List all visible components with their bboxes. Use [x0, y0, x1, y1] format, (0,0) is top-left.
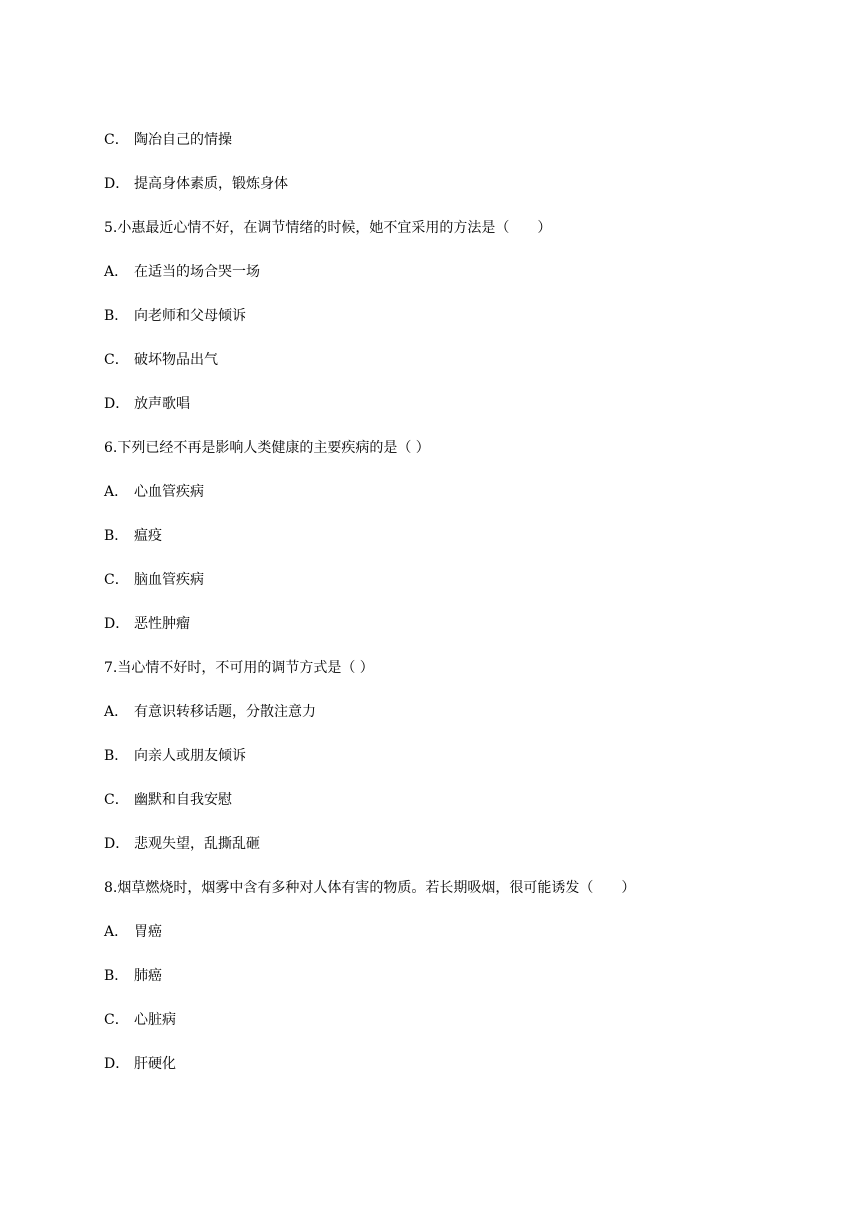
- option-letter: C．: [104, 792, 129, 808]
- option-text: 放声歌唱: [134, 396, 190, 412]
- option-text: 破坏物品出气: [134, 352, 218, 368]
- q5-option-a: [104, 262, 260, 282]
- option-letter: C．: [104, 132, 129, 148]
- q8-option-b: [104, 966, 162, 986]
- q6-option-c: [104, 570, 204, 590]
- q6-stem: 6.下列已经不再是影响人类健康的主要疾病的是（ ）: [104, 440, 430, 456]
- option-text: 在适当的场合哭一场: [134, 264, 260, 280]
- option-text: 幽默和自我安慰: [134, 792, 232, 808]
- q7-option-b: [104, 746, 246, 766]
- option-text: 悲观失望，乱撕乱砸: [134, 836, 260, 852]
- option-text: 胃癌: [134, 924, 162, 940]
- option-letter: B．: [104, 748, 129, 764]
- q8-option-a: [104, 922, 162, 942]
- option-letter: A．: [104, 704, 129, 720]
- option-letter: D．: [104, 396, 130, 412]
- option-text: 有意识转移话题，分散注意力: [134, 704, 316, 720]
- option-text: 心血管疾病: [134, 484, 204, 500]
- option-text: 肝硬化: [134, 1056, 176, 1072]
- option-letter: A．: [104, 264, 129, 280]
- option-letter: D．: [104, 176, 130, 192]
- q6-option-a: [104, 482, 204, 502]
- option-text: 瘟疫: [134, 528, 162, 544]
- q5-option-d: [104, 394, 190, 414]
- option-text: 陶冶自己的情操: [134, 132, 232, 148]
- option-text: 肺癌: [134, 968, 162, 984]
- q8-option-c: [104, 1010, 176, 1030]
- option-letter: D．: [104, 1056, 130, 1072]
- option-letter: A．: [104, 924, 129, 940]
- option-text: 脑血管疾病: [134, 572, 204, 588]
- option-letter: D．: [104, 836, 130, 852]
- option-letter: A．: [104, 484, 129, 500]
- option-letter: C．: [104, 1012, 129, 1028]
- option-text: 心脏病: [134, 1012, 176, 1028]
- option-letter: B．: [104, 528, 129, 544]
- option-text: 向老师和父母倾诉: [134, 308, 246, 324]
- option-letter: D．: [104, 616, 130, 632]
- q6-option-d: [104, 614, 190, 634]
- q7-option-c: [104, 790, 232, 810]
- q5-option-b: [104, 306, 246, 326]
- q5-stem: 5.小惠最近心情不好，在调节情绪的时候，她不宜采用的方法是（ ）: [104, 220, 552, 236]
- option-letter: B．: [104, 968, 129, 984]
- option-text: 向亲人或朋友倾诉: [134, 748, 246, 764]
- option-letter: C．: [104, 352, 129, 368]
- q4-option-c: [104, 130, 232, 150]
- option-letter: B．: [104, 308, 129, 324]
- option-letter: C．: [104, 572, 129, 588]
- q7-option-d: [104, 834, 260, 854]
- q8-stem: 8.烟草燃烧时，烟雾中含有多种对人体有害的物质。若长期吸烟，很可能诱发（ ）: [104, 880, 636, 896]
- q5-option-c: [104, 350, 218, 370]
- q4-option-d: [104, 174, 288, 194]
- q7-stem: 7.当心情不好时，不可用的调节方式是（ ）: [104, 660, 374, 676]
- option-text: 提高身体素质，锻炼身体: [134, 176, 288, 192]
- q8-option-d: [104, 1054, 176, 1074]
- q7-option-a: [104, 702, 316, 722]
- q6-option-b: [104, 526, 162, 546]
- option-text: 恶性肿瘤: [134, 616, 190, 632]
